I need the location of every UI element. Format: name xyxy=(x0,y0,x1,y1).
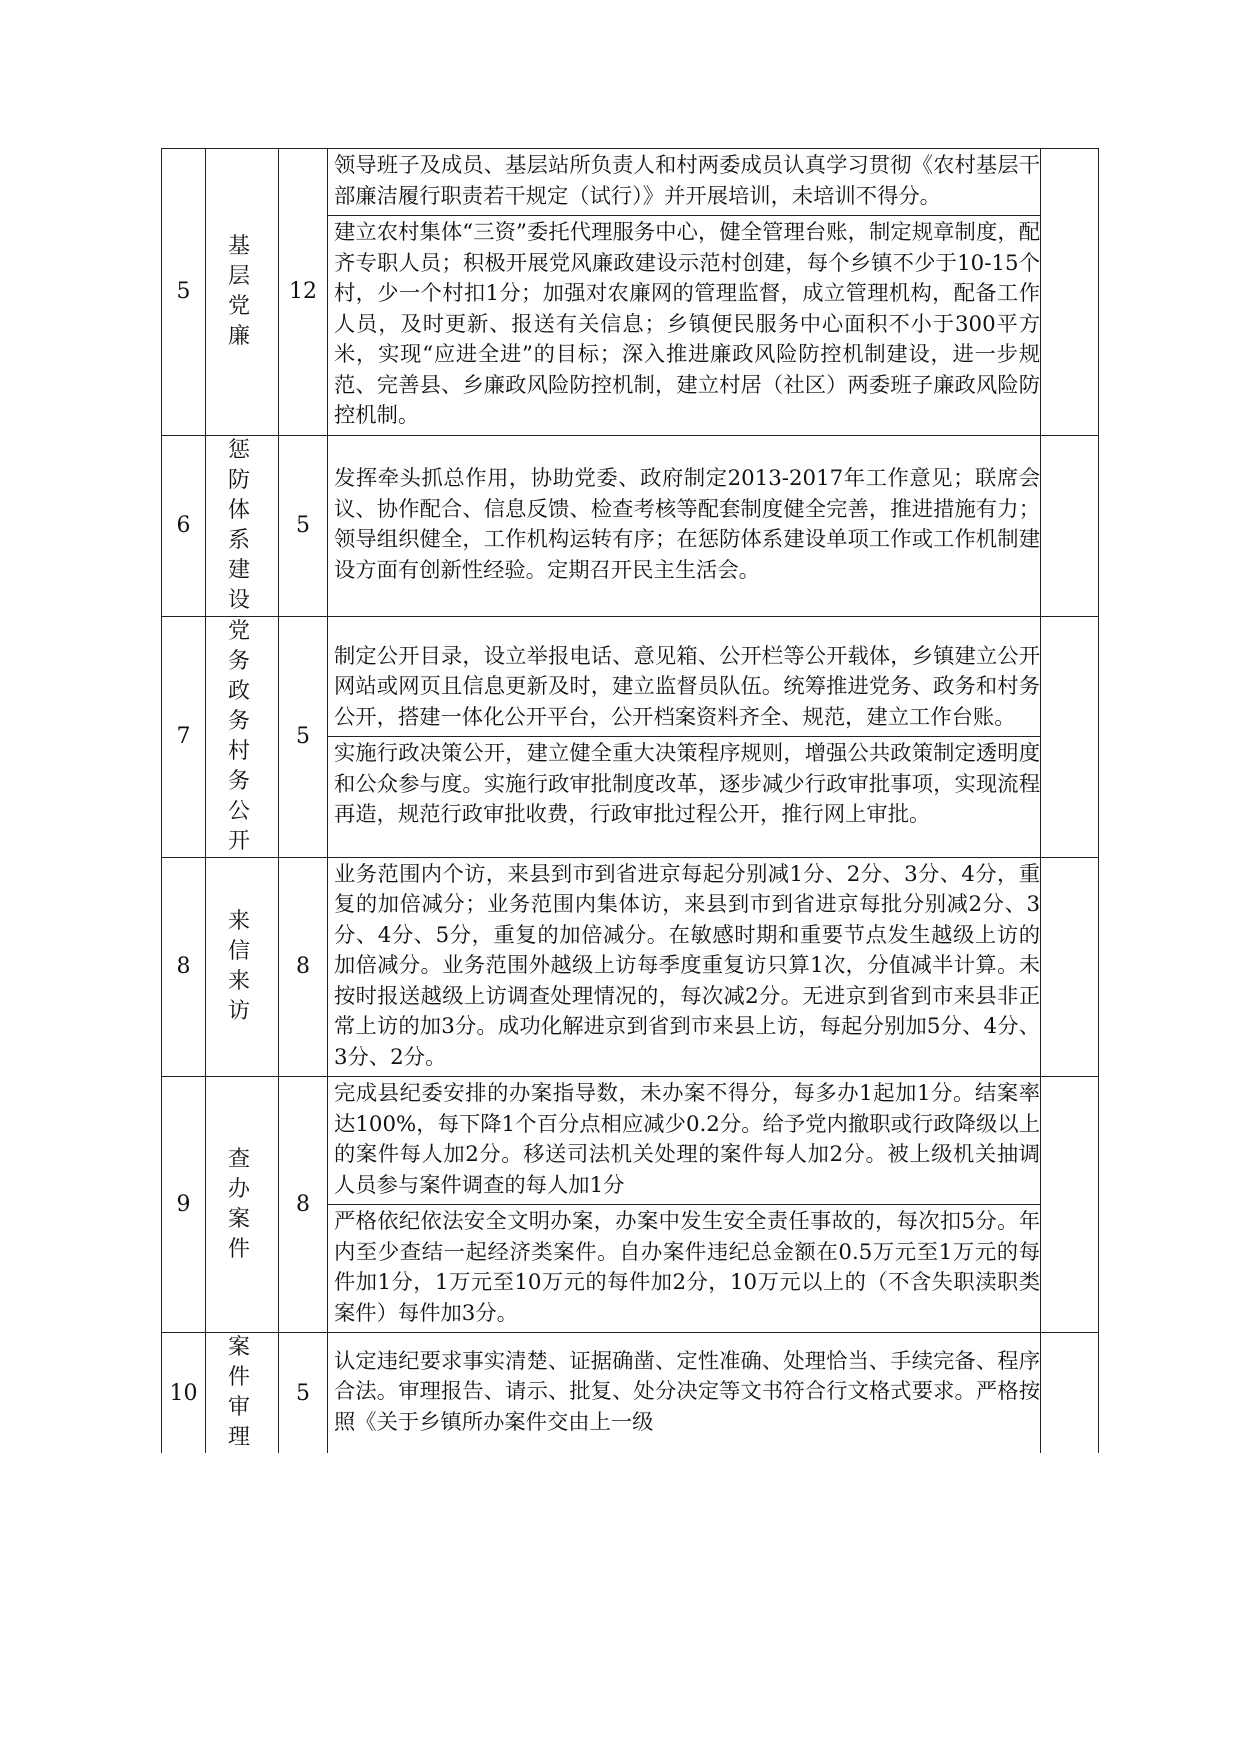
row-number: 6 xyxy=(162,435,206,616)
row-number: 7 xyxy=(162,616,206,857)
row-content xyxy=(328,857,1041,1077)
row-number: 9 xyxy=(162,1077,206,1333)
row-item xyxy=(206,857,279,1077)
row-number: 10 xyxy=(162,1333,206,1454)
content-paragraph: 严格依纪依法安全文明办案，办案中发生安全责任事故的，每次扣5分。年内至少查结一起经济类案件。自办案件违纪总金额在0.5万元至1万元的每件加1分，1万元至10万元的每件加2分，10万元以上的（不含失职渎职类案件）每件加3分。 xyxy=(327,1204,1040,1332)
content-paragraph: 完成县纪委安排的办案指导数，未办案不得分，每多办1起加1分。结案率达100%，每下降1个百分点相应减少0.2分。给予党内撤职或行政降级以上的案件每人加2分。移送司法机关处理的案件每人加2分。被上级机关抽调人员参与案件调查的每人加1分 xyxy=(327,1077,1040,1204)
table-row xyxy=(162,1333,1099,1454)
table-row xyxy=(162,857,1099,1077)
row-content xyxy=(328,616,1041,857)
content-paragraph: 建立农村集体“三资”委托代理服务中心，健全管理台账，制定规章制度，配齐专职人员；积极开展党风廉政建设示范村创建，每个乡镇不少于10-15个村，少一个村扣1分；加强对农廉网的管理监督，成立管理机构，配备工作人员，及时更新、报送有关信息；乡镇便民服务中心面积不小于300平方米，实现“应进全进”的目标；深入推进廉政风险防控机制建设，进一步规范、完善县、乡廉政风险防控机制，建立村居（社区）两委班子廉政风险防控机制。 xyxy=(327,215,1040,435)
content-paragraph: 实施行政决策公开，建立健全重大决策程序规则，增强公共政策制定透明度和公众参与度。实施行政审批制度改革，逐步减少行政审批事项，实现流程再造，规范行政审批收费，行政审批过程公开，推行网上审批。 xyxy=(327,736,1040,834)
row-item-label: 惩防体系建设 xyxy=(227,437,256,613)
row-item xyxy=(206,1077,279,1333)
evaluation-table xyxy=(161,148,1099,1453)
remarks-cell xyxy=(1041,149,1099,436)
remarks-cell xyxy=(1041,435,1099,616)
content-paragraph: 业务范围内个访，来县到市到省进京每起分别减1分、2分、3分、4分，重复的加倍减分；业务范围内集体访，来县到市到省进京每批分别减2分、3分、4分、5分，重复的加倍减分。在敏感时期和重要节点发生越级上访的加倍减分。业务范围外越级上访每季度重复访只算1次，分值减半计算。未按时报送越级上访调查处理情况的，每次减2分。无进京到省到市来县非正常上访的加3分。成功化解进京到省到市来县上访，每起分别加5分、4分、3分、2分。 xyxy=(327,858,1040,1077)
row-item xyxy=(206,435,279,616)
row-number: 5 xyxy=(162,149,206,436)
remarks-cell xyxy=(1041,616,1099,857)
row-item xyxy=(206,616,279,857)
row-item-label: 来信来访 xyxy=(227,908,256,1024)
row-score: 8 xyxy=(279,857,328,1077)
row-content xyxy=(328,435,1041,616)
table-row xyxy=(162,1077,1099,1333)
row-item xyxy=(206,149,279,436)
row-content xyxy=(328,1333,1041,1454)
row-score: 5 xyxy=(279,435,328,616)
row-score: 5 xyxy=(279,616,328,857)
row-number: 8 xyxy=(162,857,206,1077)
row-item-label: 基层党廉 xyxy=(227,233,256,349)
content-paragraph: 认定违纪要求事实清楚、证据确凿、定性准确、处理恰当、手续完备、程序合法。审理报告、请示、批复、处分决定等文书符合行文格式要求。严格按照《关于乡镇所办案件交由上一级 xyxy=(327,1345,1040,1442)
row-content xyxy=(328,1077,1041,1333)
remarks-cell xyxy=(1041,1077,1099,1333)
row-item xyxy=(206,1333,279,1454)
table-row xyxy=(162,616,1099,857)
table-row xyxy=(162,149,1099,436)
content-paragraph: 发挥牵头抓总作用，协助党委、政府制定2013-2017年工作意见；联席会议、协作配合、信息反馈、检查考核等配套制度健全完善，推进措施有力；领导组织健全，工作机构运转有序；在惩防体系建设单项工作或工作机制建设方面有创新性经验。定期召开民主生活会。 xyxy=(327,462,1040,589)
row-score: 8 xyxy=(279,1077,328,1333)
row-content xyxy=(328,149,1041,436)
content-paragraph: 领导班子及成员、基层站所负责人和村两委成员认真学习贯彻《农村基层干部廉洁履行职责若干规定（试行）》并开展培训，未培训不得分。 xyxy=(327,149,1040,215)
row-score: 12 xyxy=(279,149,328,436)
row-score: 5 xyxy=(279,1333,328,1454)
table-row xyxy=(162,435,1099,616)
row-item-label: 党务政务村务公开 xyxy=(227,618,256,854)
content-paragraph: 制定公开目录，设立举报电话、意见箱、公开栏等公开载体，乡镇建立公开网站或网页且信息更新及时，建立监督员队伍。统筹推进党务、政务和村务公开，搭建一体化公开平台，公开档案资料齐全、规范，建立工作台账。 xyxy=(327,640,1040,737)
row-item-label: 查办案件 xyxy=(227,1146,256,1262)
row-item-label: 案件审理 xyxy=(227,1335,256,1450)
remarks-cell xyxy=(1041,857,1099,1077)
remarks-cell xyxy=(1041,1333,1099,1454)
